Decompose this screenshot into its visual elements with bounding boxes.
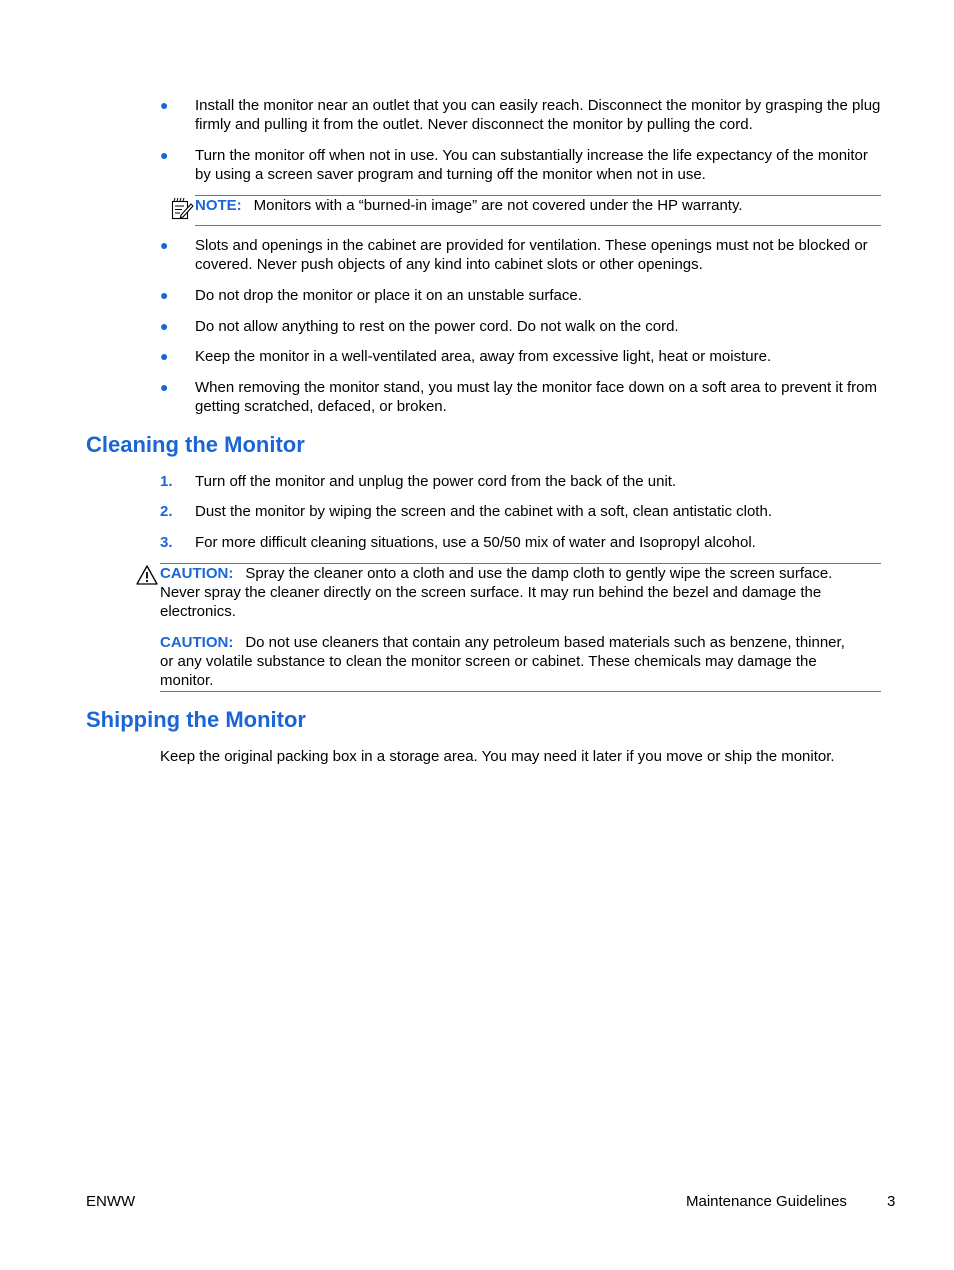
step-number: 3. [160,534,173,551]
note-text: Monitors with a “burned-in image” are not covered under the HP warranty. [253,197,743,214]
bullet-text: Slots and openings in the cabinet are provided for ventilation. These openings must not be blocked or covered. Never push objects of any kind into cabinet slots or other openings. [195,237,868,273]
step-number: 1. [160,473,173,490]
caution-text: Do not use cleaners that contain any petroleum based materials such as benzene, thinner, or any volatile substance to clean the monitor screen or cabinet. These chemicals may damage the monitor. [160,634,845,689]
note-label: NOTE: [195,197,242,214]
bullet-text: Turn the monitor off when not in use. You can substantially increase the life expectancy of the monitor by using a screen saver program and turning off the monitor when not in use. [195,147,868,183]
step-text: Turn off the monitor and unplug the power cord from the back of the unit. [195,473,677,490]
note-bottom-rule [195,225,881,226]
step-text: Dust the monitor by wiping the screen and the cabinet with a soft, clean antistatic cloth. [195,503,772,520]
bullet-marker: ● [160,97,169,113]
section-heading-cleaning: Cleaning the Monitor [86,432,305,457]
caution-text: Spray the cleaner onto a cloth and use the damp cloth to gently wipe the screen surface. Never spray the cleaner directly on the screen surface. It may run behind the bezel and damage the electronics. [160,565,833,620]
caution-label: CAUTION: [160,565,234,582]
bullet-marker: ● [160,147,169,163]
bullet-text: Keep the monitor in a well-ventilated area, away from excessive light, heat or moisture. [195,348,772,365]
note-content [195,196,881,215]
section-heading-shipping: Shipping the Monitor [86,707,306,732]
bullet-marker: ● [160,379,169,395]
page-number: 3 [887,1193,896,1210]
bullet-marker: ● [160,287,169,303]
bullet-text: Do not allow anything to rest on the power cord. Do not walk on the cord. [195,318,679,335]
note-icon [170,196,194,225]
caution-1 [160,564,850,621]
bullet-marker: ● [160,318,169,334]
footer-section: Maintenance Guidelines [686,1193,847,1210]
bullet-text: Install the monitor near an outlet that you can easily reach. Disconnect the monitor by grasping the plug firmly and pulling it from the outlet. Never disconnect the monitor by pulling the cord. [195,97,881,133]
bullet-marker: ● [160,237,169,253]
caution-2 [160,633,850,690]
footer-left: ENWW [86,1193,136,1210]
bullet-marker: ● [160,348,169,364]
warning-triangle-icon [136,564,158,591]
shipping-paragraph: Keep the original packing box in a storage area. You may need it later if you move or ship the monitor. [160,748,835,765]
caution-label: CAUTION: [160,634,234,651]
bullet-text: When removing the monitor stand, you must lay the monitor face down on a soft area to prevent it from getting scratched, defaced, or broken. [195,379,878,415]
bullet-text: Do not drop the monitor or place it on an unstable surface. [195,287,582,304]
step-text: For more difficult cleaning situations, use a 50/50 mix of water and Isopropyl alcohol. [195,534,756,551]
caution-bottom-rule [160,691,881,692]
step-number: 2. [160,503,173,520]
